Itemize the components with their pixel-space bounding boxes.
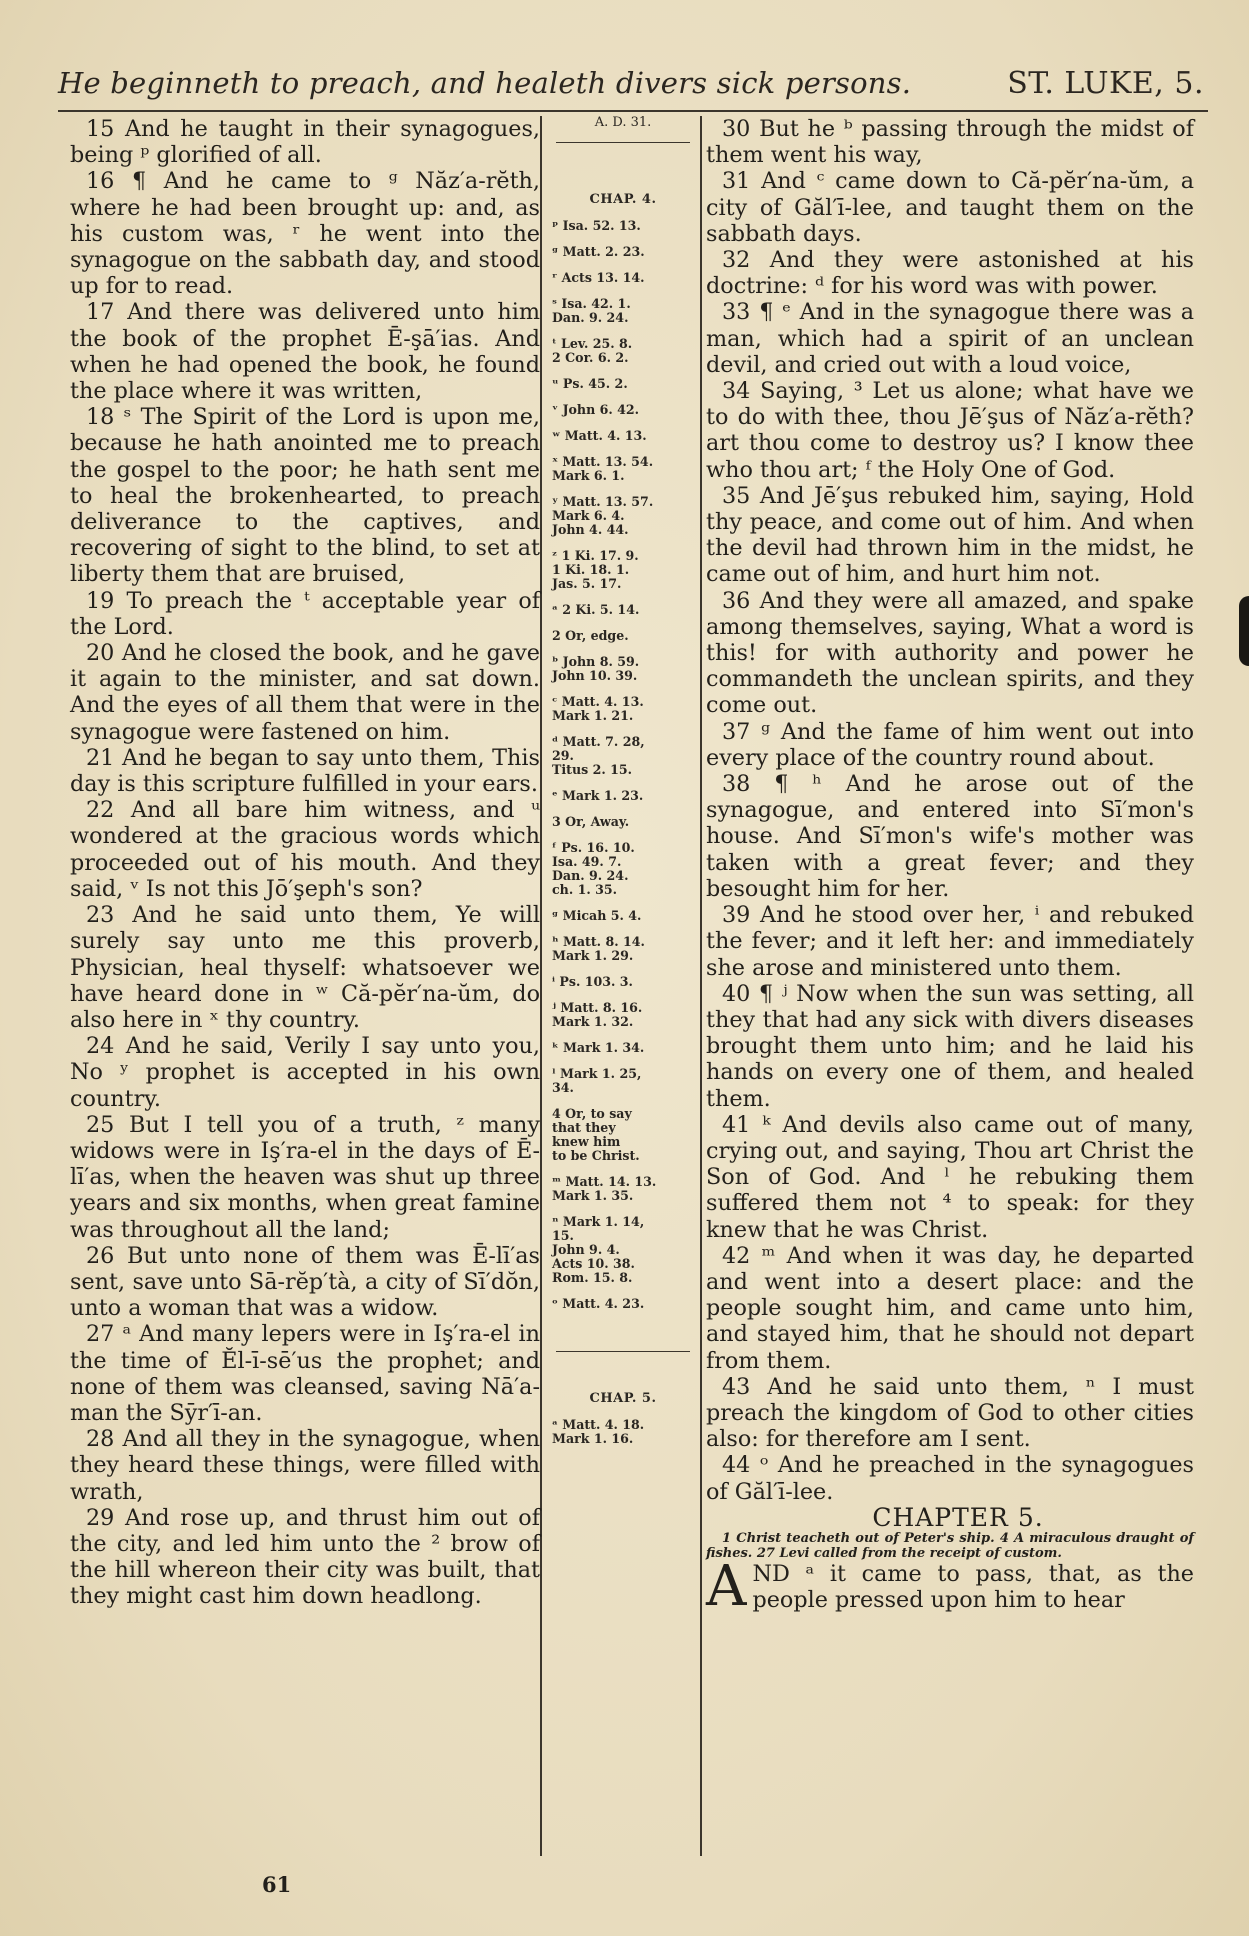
margin-reference: 3 Or, Away.: [552, 814, 630, 829]
margin-reference: ʰ Matt. 8. 14. Mark 1. 29.: [552, 934, 645, 963]
drop-cap: A: [706, 1553, 747, 1619]
verse: 25 But I tell you of a truth, ᶻ many widows were in Iş′ra-el in the days of Ē-lī′as, when the heaven was shut up three years and six months, when great famine was throughout all the land;: [70, 1111, 540, 1243]
margin-chapter-5-label: CHAP. 5.: [589, 1391, 657, 1406]
center-reference-column: [548, 116, 698, 1458]
margin-reference: 2 Or, edge.: [552, 628, 629, 643]
verse: 42 ᵐ And when it was day, he departed and went into a desert place: and the people sought him, and came unto him, and stayed him, that he should not depart from them.: [706, 1242, 1194, 1374]
margin-reference: ᵉ Mark 1. 23.: [552, 788, 644, 803]
header-title: He beginneth to preach, and healeth divers sick persons.: [58, 66, 912, 100]
verse: 21 And he began to say unto them, This day is this scripture fulfilled in your ears.: [70, 744, 540, 798]
verse: 33 ¶ ᵉ And in the synagogue there was a man, which had a spirit of an unclean devil, and cried out with a loud voice,: [706, 299, 1194, 378]
margin-reference: ᵈ Matt. 7. 28, 29. Titus 2. 15.: [552, 734, 645, 777]
margin-reference: 4 Or, to say that they knew him to be Christ.: [552, 1106, 640, 1163]
chapter-title: CHAPTER 5.: [872, 1502, 1044, 1532]
verse: 19 To preach the ᵗ acceptable year of the Lord.: [70, 587, 540, 640]
verse: 32 And they were astonished at his doctrine: ᵈ for his word was with power.: [706, 247, 1194, 300]
verse: 40 ¶ ʲ Now when the sun was setting, all they that had any sick with divers diseases brought them unto him; and he laid his hands on every one of them, and healed them.: [706, 980, 1194, 1112]
margin-reference: ᵛ John 6. 42.: [552, 402, 640, 417]
verse: 16 ¶ And he came to ᵍ Năz′a-rĕth, where he had been brought up: and, as his custom was, ʳ he went into the synagogue on the sabbath day, and stood up for to read.: [70, 168, 540, 300]
page-number: 61: [262, 1872, 292, 1897]
verse: 35 And Jē′şus rebuked him, saying, Hold thy peace, and come out of him. And when the devil had thrown him in the midst, he came out of him, and hurt him not.: [706, 482, 1194, 588]
header-book: ST. LUKE, 5.: [1007, 66, 1204, 101]
margin-reference: ˡ Mark 1. 25, 34.: [552, 1066, 642, 1095]
margin-reference: ʸ Matt. 13. 57. Mark 6. 4. John 4. 44.: [552, 494, 654, 537]
verse: 43 And he said unto them, ⁿ I must preach the kingdom of God to other cities also: for therefore am I sent.: [706, 1373, 1194, 1453]
margin-reference: ᵒ Matt. 4. 23.: [552, 1296, 645, 1311]
verse: 38 ¶ ʰ And he arose out of the synagogue, and entered into Sī′mon's house. And Sī′mon's wife's mother was taken with a great fever; and they besought him for her.: [706, 771, 1194, 902]
margin-reference: ᵃ 2 Ki. 5. 14.: [552, 602, 640, 617]
verse: 17 And there was delivered unto him the book of the prophet Ē-şā′ias. And when he had opened the book, he found the place where it was written,: [70, 299, 540, 405]
verse: 27 ᵃ And many lepers were in Iş′ra-el in the time of Ĕl-ī-sē′us the prophet; and none of them was cleansed, saving Nā′a-man the Sȳr′ī-an.: [70, 1321, 540, 1426]
left-column: [70, 116, 540, 1610]
margin-reference: ᵃ Matt. 4. 18. Mark 1. 16.: [552, 1417, 645, 1446]
margin-reference: ⁿ Mark 1. 14, 15. John 9. 4. Acts 10. 38. Rom. 15. 8.: [552, 1214, 645, 1285]
chapter-opening-text: ND ᵃ it came to pass, that, as the people pressed upon him to hear: [752, 1560, 1194, 1614]
margin-reference: ᶜ Matt. 4. 13. Mark 1. 21.: [552, 694, 644, 723]
verse: 23 And he said unto them, Ye will surely say unto me this proverb, Physician, heal thyself: whatsoever we have heard done in ʷ Că-pĕr′na-ŭm, do also here in ˣ thy country.: [70, 902, 540, 1033]
verse: 36 And they were all amazed, and spake among themselves, saying, What a word is this! for with authority and power he commandeth the unclean spirits, and they come out.: [706, 587, 1194, 719]
margin-reference: ᵍ Micah 5. 4.: [552, 908, 642, 923]
verse: 15 And he taught in their synagogues, being ᵖ glorified of all.: [70, 116, 540, 169]
margin-notes-chapter-4: [548, 219, 698, 1311]
verse: 41 ᵏ And devils also came out of many, crying out, and saying, Thou art Christ the Son of God. And ˡ he rebuking them suffered them not ⁴ to speak: for they knew that he was Christ.: [706, 1111, 1194, 1243]
verse: 26 But unto none of them was Ē-lī′as sent, save unto Sā-rĕp′tà, a city of Sī′dŏn, unto a woman that was a widow.: [70, 1242, 540, 1322]
chapter-summary: 1 Christ teacheth out of Peter's ship. 4 A miraculous draught of fishes. 27 Levi called from the receipt of custom.: [706, 1530, 1194, 1561]
verse: 18 ˢ The Spirit of the Lord is upon me, because he hath anointed me to preach the gospel to the poor; he hath sent me to heal the brokenhearted, to preach deliverance to the captives, and recovering of sight to the blind, to set at liberty them that are bruised,: [70, 404, 540, 588]
margin-reference: ᵏ Mark 1. 34.: [552, 1040, 645, 1055]
margin-reference: ᵇ John 8. 59. John 10. 39.: [552, 654, 640, 683]
margin-rule: [556, 142, 690, 143]
margin-chapter-4-label: CHAP. 4.: [589, 192, 657, 207]
margin-reference: ʷ Matt. 4. 13.: [552, 428, 647, 443]
verse: 20 And he closed the book, and he gave it again to the minister, and sat down. And the eyes of all them that were in the synagogue were fastened on him.: [70, 640, 540, 745]
margin-reference: ⁱ Ps. 103. 3.: [552, 974, 633, 989]
verse: 37 ᵍ And the fame of him went out into every place of the country round about.: [706, 718, 1194, 771]
margin-reference: ʲ Matt. 8. 16. Mark 1. 32.: [552, 1000, 643, 1029]
margin-reference: ᵐ Matt. 14. 13. Mark 1. 35.: [552, 1174, 657, 1203]
margin-rule: [556, 1351, 690, 1352]
column-divider-right: [700, 116, 702, 1856]
margin-reference: ʳ Acts 13. 14.: [552, 270, 645, 285]
verse: 30 But he ᵇ passing through the midst of them went his way,: [706, 116, 1194, 169]
margin-year: A. D. 31.: [594, 115, 652, 130]
verse: 44 ᵒ And he preached in the synagogues of Găl′ī-lee.: [706, 1452, 1194, 1505]
margin-reference: ˢ Isa. 42. 1. Dan. 9. 24.: [552, 296, 631, 325]
verse: 34 Saying, ³ Let us alone; what have we to do with thee, thou Jē′şus of Năz′a-rĕth? art thou come to destroy us? I know thee who thou art; ᶠ the Holy One of God.: [706, 378, 1194, 483]
binding-edge: [1239, 596, 1249, 666]
chapter-opening: [706, 1553, 1194, 1619]
verse: 39 And he stood over her, ⁱ and rebuked the fever; and it left her: and immediately she arose and ministered unto them.: [706, 902, 1194, 981]
margin-reference: ᶠ Ps. 16. 10. Isa. 49. 7. Dan. 9. 24. ch. 1. 35.: [552, 840, 635, 897]
margin-reference: ᶻ 1 Ki. 17. 9. 1 Ki. 18. 1. Jas. 5. 17.: [552, 548, 639, 591]
verse: 28 And all they in the synagogue, when they heard these things, were filled with wrath,: [70, 1426, 540, 1505]
verse: 31 And ᶜ came down to Că-pĕr′na-ŭm, a city of Găl′ī-lee, and taught them on the sabbath days.: [706, 168, 1194, 247]
margin-reference: ˣ Matt. 13. 54. Mark 6. 1.: [552, 454, 654, 483]
verse: 29 And rose up, and thrust him out of the city, and led him unto the ² brow of the hill whereon their city was built, that they might cast him down headlong.: [70, 1504, 540, 1610]
column-divider-left: [540, 116, 542, 1856]
right-column: [706, 116, 1194, 1619]
verse: 22 And all bare him witness, and ᵘ wondered at the gracious words which proceeded out of his mouth. And they said, ᵛ Is not this Jō′şeph's son?: [70, 797, 540, 902]
margin-reference: ᵗ Lev. 25. 8. 2 Cor. 6. 2.: [552, 336, 633, 365]
margin-reference: ᵖ Isa. 52. 13.: [552, 218, 641, 233]
margin-notes-chapter-5: [548, 1418, 698, 1446]
running-header: [58, 66, 1208, 112]
margin-reference: ᵍ Matt. 2. 23.: [552, 244, 645, 259]
margin-reference: ᵘ Ps. 45. 2.: [552, 376, 628, 391]
verse: 24 And he said, Verily I say unto you, No ʸ prophet is accepted in his own country.: [70, 1033, 540, 1112]
